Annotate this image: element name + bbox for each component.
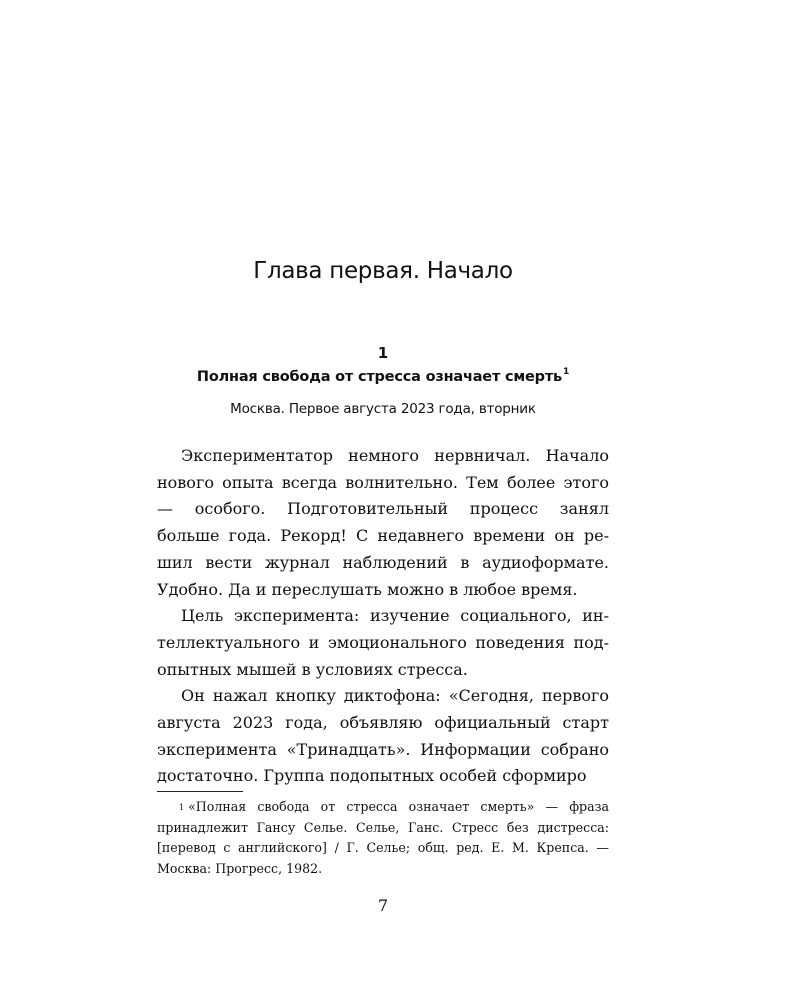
footnote-text: «Полная свобода от стресса означает смерть» — фраза принадлежит Гансу Селье. Селье, Ганс. Стресс без дистресса: [перевод с английского] / Г. Селье; общ. ред. Е. М. Крепса. — Москва: Прогресс, 1982. (157, 799, 609, 876)
paragraph: Он нажал кнопку диктофона: «Сегодня, первого августа 2023 года, объявляю официальный старт эксперимента «Тринадцать». Информации собрано достаточно. Группа подопытных особей сформиро (157, 686, 609, 786)
section-title (0, 369, 766, 385)
page-number: 7 (377, 896, 389, 915)
footnote-reference[interactable]: 1 (563, 367, 570, 377)
body-text (157, 443, 609, 790)
footnote-divider (157, 791, 243, 792)
chapter-title: Глава первая. Начало (253, 258, 513, 284)
section-subtitle: Москва. Первое августа 2023 года, вторник (230, 401, 536, 417)
footnote (157, 797, 609, 879)
paragraph: Цель эксперимента: изучение социального, интеллектуального и эмоционального поведения подопытных мышей в условиях стресса. (157, 606, 609, 679)
paragraph: Экспериментатор немного нервничал. Начало нового опыта всегда волнительно. Тем более этого — особого. Подготовительный процесс занял больше года. Рекорд! С недавнего времени он решил вести журнал наблюдений в аудиоформате. Удобно. Да и переслушать можно в любое время. (157, 446, 609, 599)
section-number: 1 (377, 344, 389, 362)
section-title-text: Полная свобода от стресса означает смерть (196, 369, 563, 385)
footnote-mark: 1 (179, 803, 185, 812)
